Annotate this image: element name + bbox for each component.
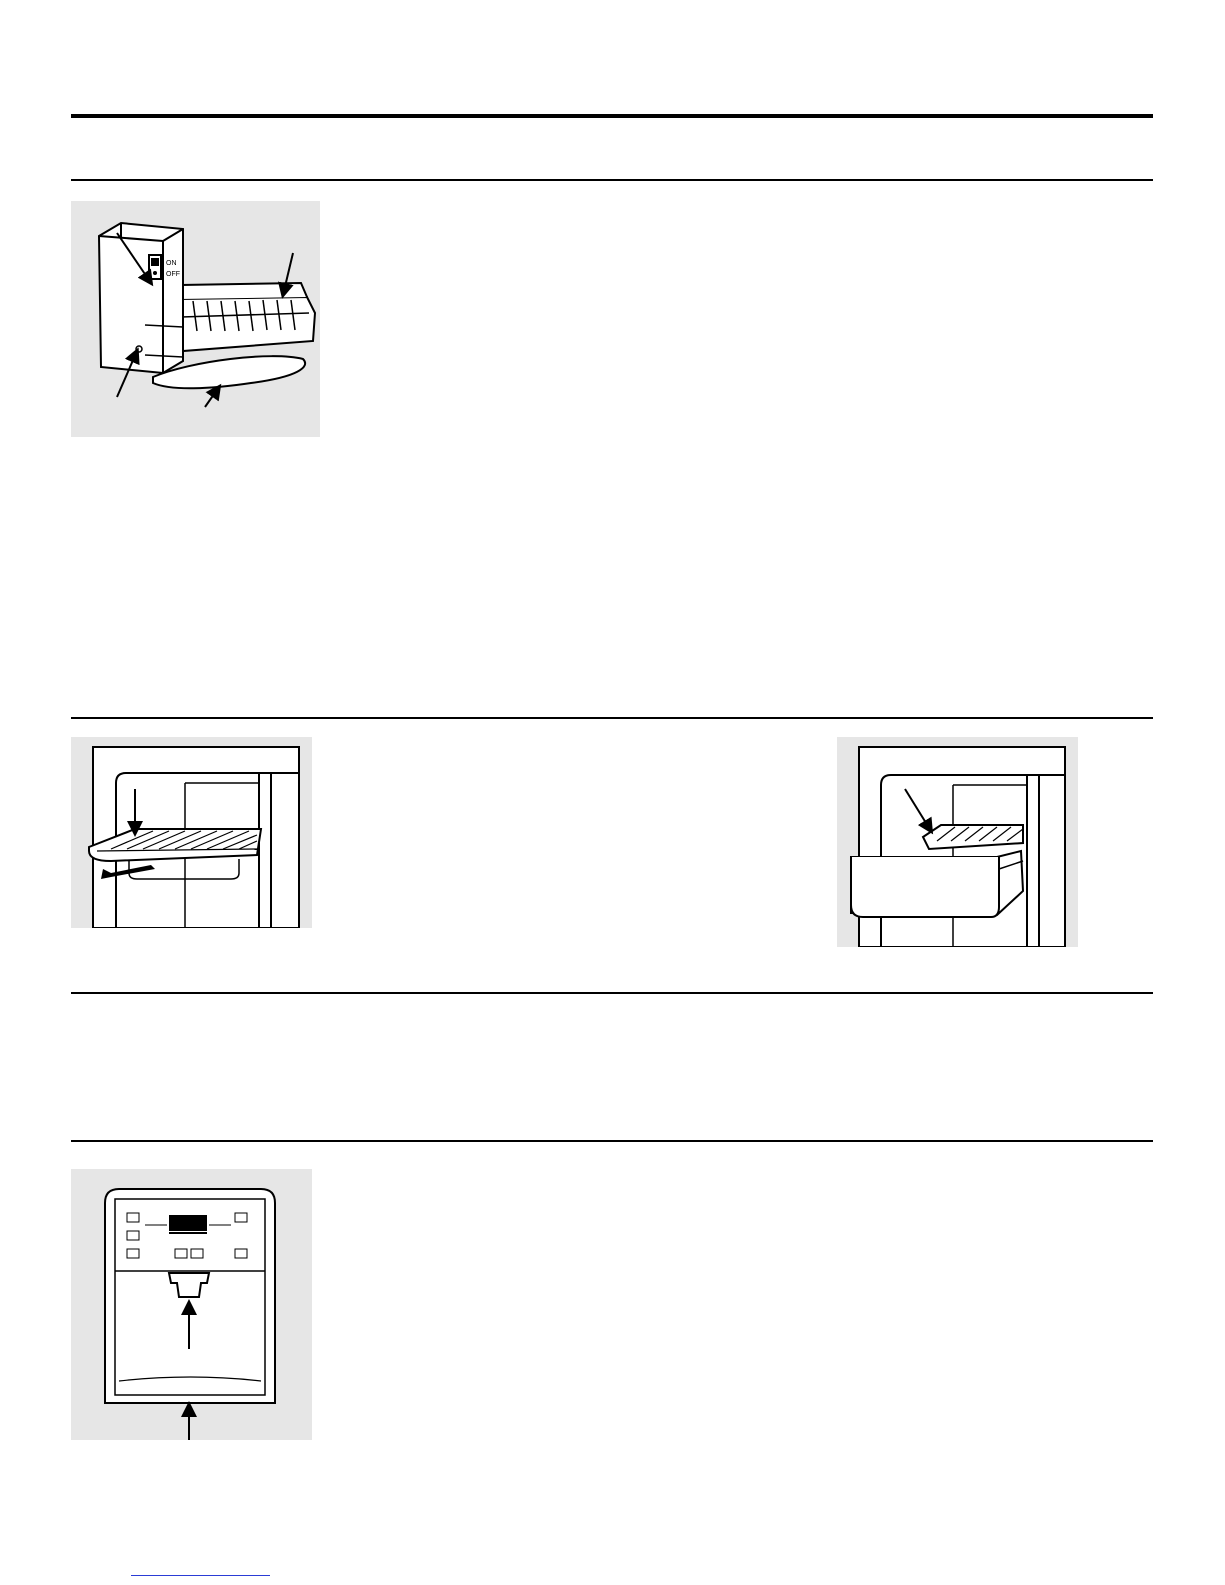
bottom-link-underline bbox=[131, 1575, 270, 1576]
dispenser-panel-icon bbox=[71, 1169, 312, 1440]
dispenser-figure bbox=[71, 1169, 312, 1440]
section-rule-dispenser bbox=[71, 1140, 1153, 1142]
switch-off-label: OFF bbox=[166, 271, 180, 278]
freezer-shelf-figure bbox=[71, 737, 312, 928]
freezer-drawer-figure bbox=[837, 737, 1078, 947]
icemaker-figure bbox=[71, 201, 320, 437]
top-rule bbox=[71, 114, 1153, 118]
section-rule-icemaker bbox=[71, 179, 1153, 181]
freezer-drawer-icon bbox=[837, 737, 1078, 947]
icemaker-icon bbox=[71, 201, 320, 437]
section-rule-shelves bbox=[71, 717, 1153, 719]
section-rule-middle bbox=[71, 992, 1153, 994]
freezer-shelf-icon bbox=[71, 737, 312, 928]
switch-on-label: ON bbox=[166, 260, 177, 267]
